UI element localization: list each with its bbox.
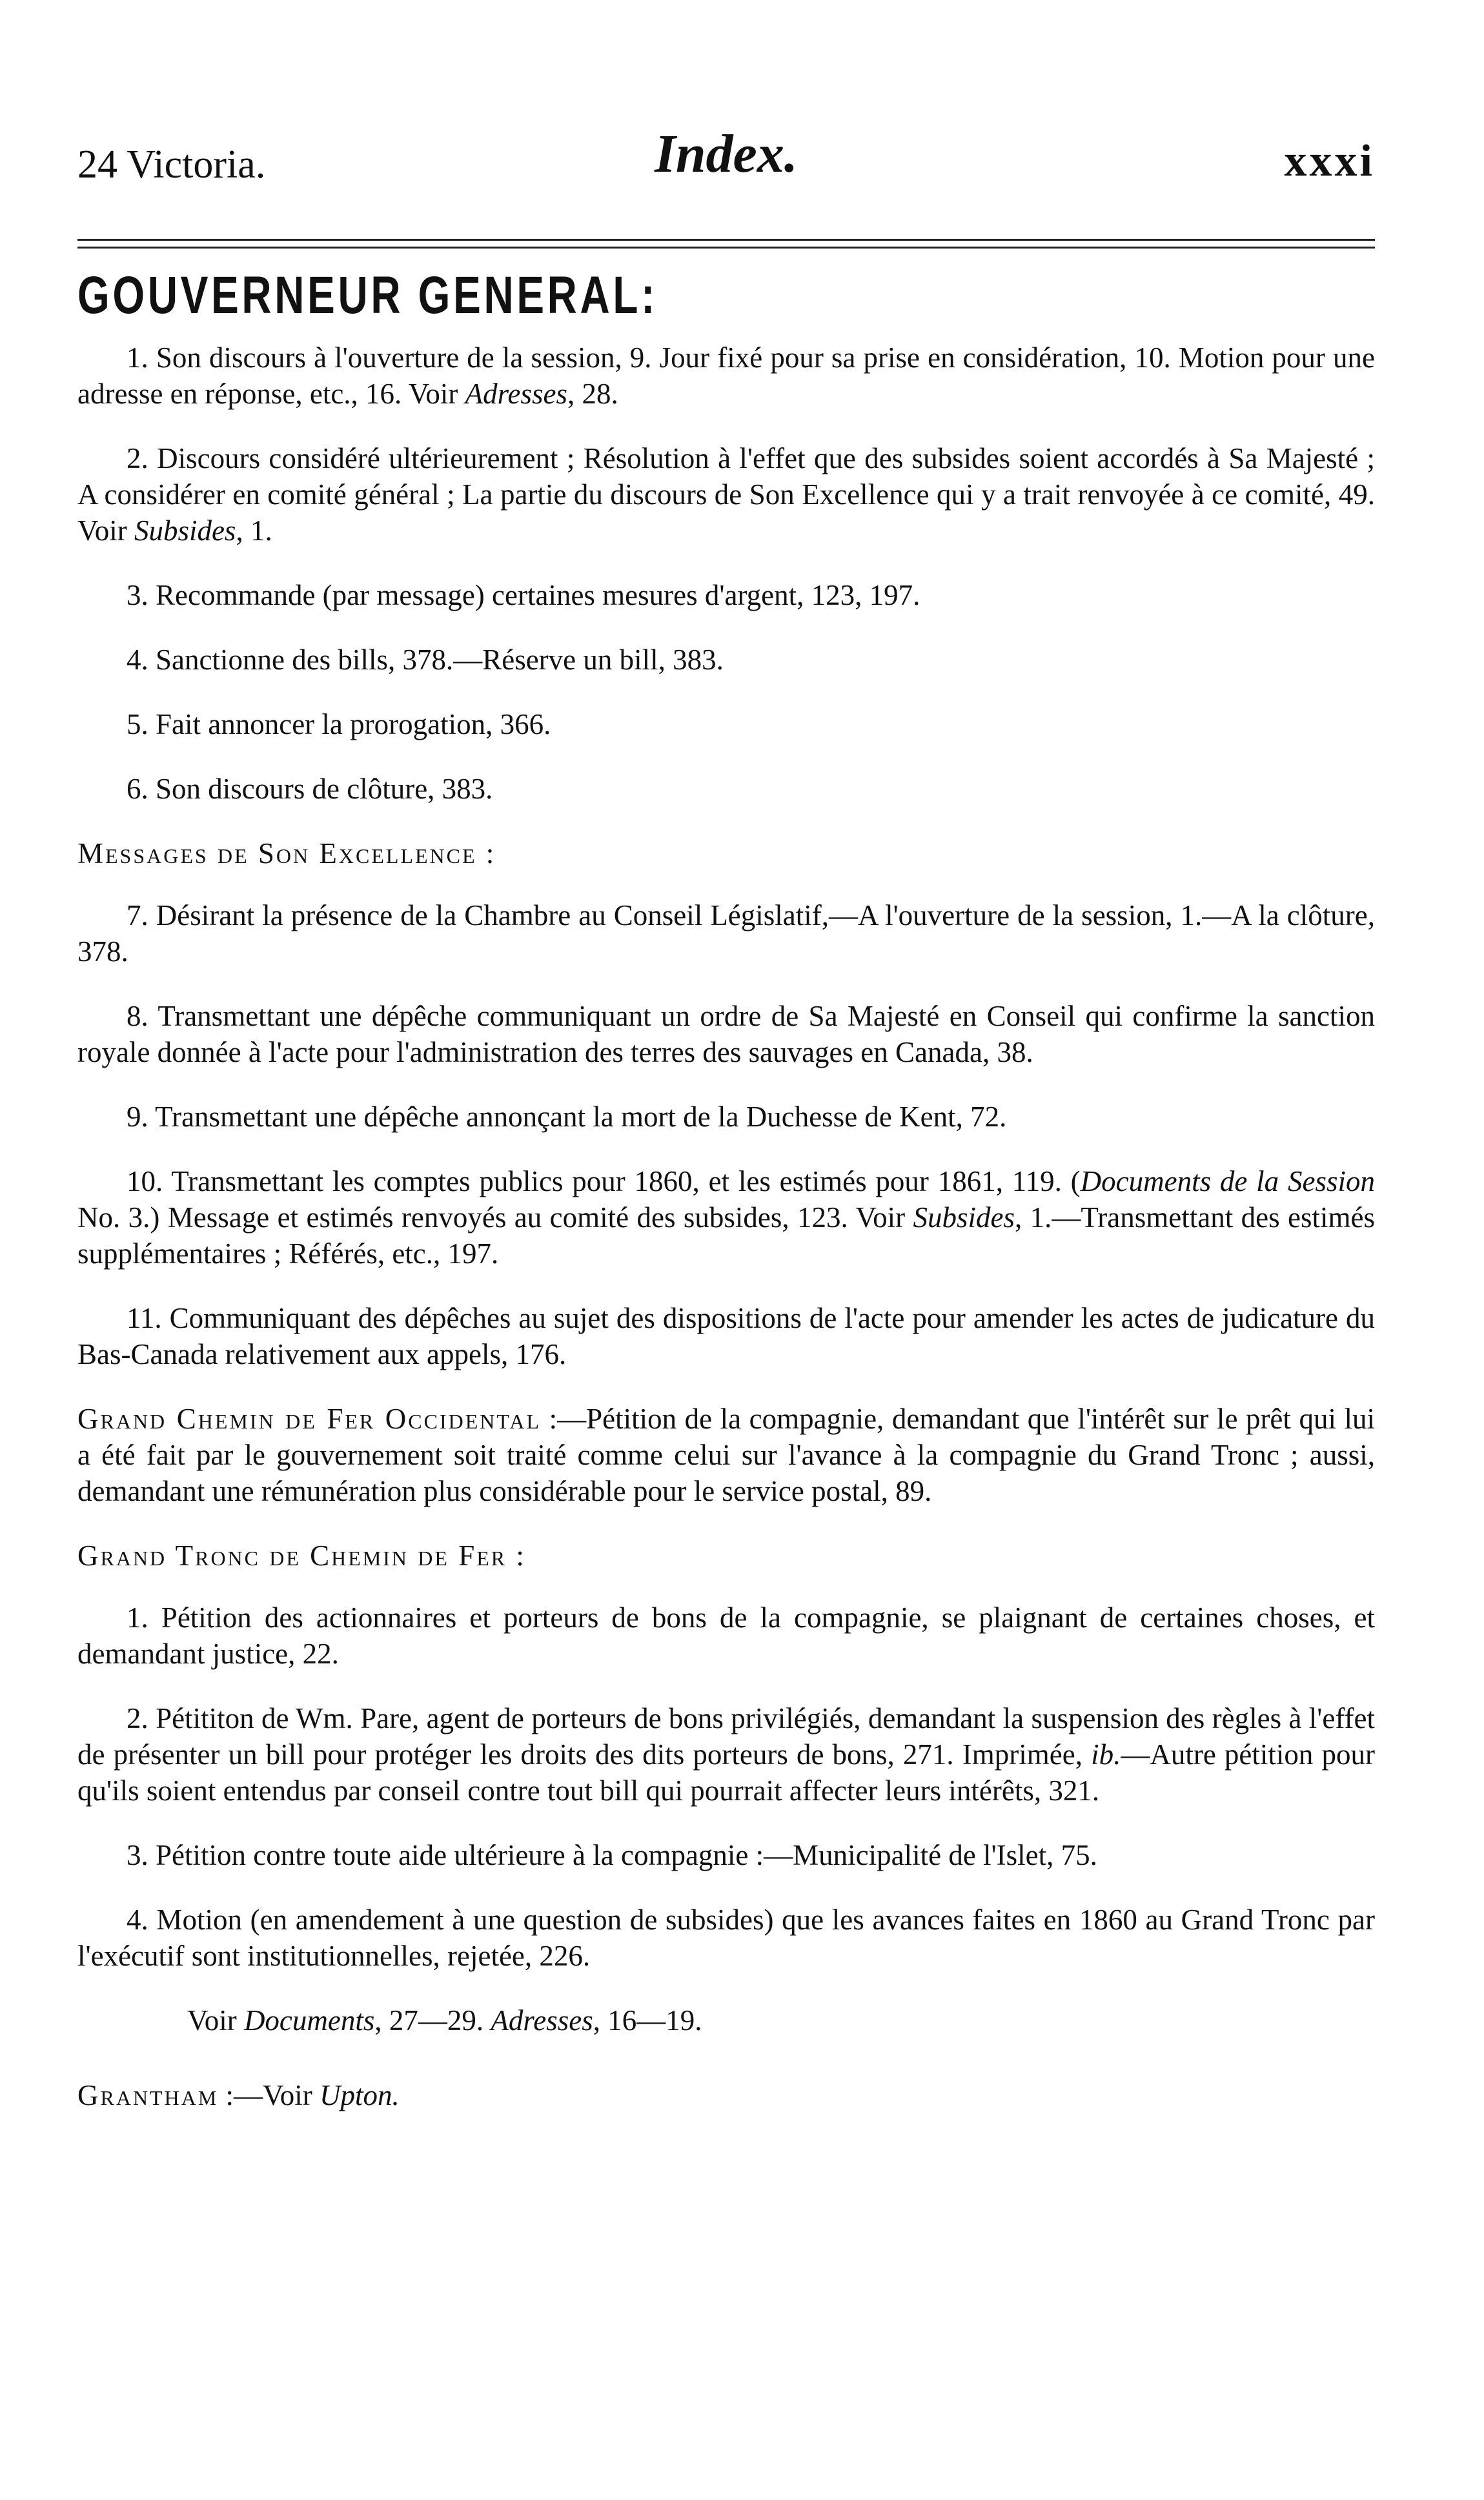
index-entry — [77, 1902, 1375, 1974]
index-entry — [77, 1099, 1375, 1135]
cross-reference: Adresses — [491, 2004, 593, 2037]
entry-number: 2. — [127, 442, 148, 474]
index-entry — [77, 1300, 1375, 1372]
entry-text: Motion (en amendement à une question de subsides) que les avances faites en 1860 au Grand Tronc par l'exécutif sont institutionnelles, rejetée, 226. — [77, 1904, 1375, 1972]
index-page — [77, 0, 1375, 2500]
entry-text: Discours considéré ultérieurement ; Résolution à l'effet que des subsides soient accordés à Sa Majesté ; A considérer en comité général ; La partie du discours de Son Excellence qui y a trait renvoyée à ce comité, 49. Voir — [77, 442, 1375, 547]
page-number: xxxi — [1284, 136, 1375, 186]
cross-reference: Upton. — [319, 2079, 400, 2111]
cross-reference: Subsides — [134, 514, 236, 547]
entry-number: 6. — [127, 773, 148, 805]
index-entry — [77, 1837, 1375, 1873]
section-heading-gouverneur: GOUVERNEUR GENERAL: — [77, 266, 658, 325]
entry-text: Transmettant une dépêche annonçant la mort de la Duchesse de Kent, 72. — [148, 1101, 1007, 1133]
entry-number: 3. — [127, 1839, 148, 1871]
entry-number: 1. — [127, 1601, 148, 1634]
index-entry — [77, 1163, 1375, 1272]
entry-number: 1. — [127, 341, 148, 374]
page-title: Index. — [655, 124, 798, 184]
entry-text: Désirant la présence de la Chambre au Conseil Législatif,—A l'ouverture de la session, 1.—A la clôture, 378. — [77, 899, 1375, 968]
entry-text: :—Pétition de la compagnie, demandant que l'intérêt sur le prêt qui lui a été fait par le gouvernement soit traité comme celui sur l'avance à la compagnie du Grand Tronc ; aussi, demandant une rémunération plus considérable pour le service postal, 89. — [77, 1403, 1375, 1507]
cross-reference: ib. — [1091, 1738, 1121, 1771]
page-header — [77, 123, 1375, 194]
entry-title: Grand Chemin de Fer Occidental — [77, 1403, 542, 1435]
volume-label: 24 Victoria. — [77, 143, 266, 187]
see-also-line — [77, 2002, 1375, 2038]
entry-number: 9. — [127, 1101, 148, 1133]
index-entry — [77, 440, 1375, 549]
entry-text: Son discours de clôture, 383. — [148, 773, 493, 805]
entry-text: Fait annoncer la prorogation, 366. — [148, 708, 551, 740]
index-entry — [77, 577, 1375, 613]
entry-number: 8. — [127, 1000, 148, 1032]
header-rule-bottom — [77, 247, 1375, 249]
entry-text: Sanctionne des bills, 378.—Réserve un bill, 383. — [148, 644, 724, 676]
entry-text: , 27—29. — [374, 2004, 491, 2037]
entry-text: No. 3.) Message et estimés renvoyés au comité des subsides, 123. Voir — [77, 1201, 913, 1234]
entry-text: Pétititon de Wm. Pare, agent de porteurs de bons privilégiés, demandant la suspension des règles à l'effet de présenter un bill pour protéger les droits des dits porteurs de bons, 271. Imprimée, — [77, 1702, 1375, 1771]
entry-number: 4. — [127, 1904, 148, 1936]
entry-text: Transmettant les comptes publics pour 1860, et les estimés pour 1861, 119. ( — [163, 1165, 1081, 1197]
entry-number: 11. — [127, 1302, 162, 1334]
entry-text: , 16—19. — [593, 2004, 702, 2037]
index-entry — [77, 642, 1375, 678]
index-entry — [77, 340, 1375, 412]
entry-text: Communiquant des dépêches au sujet des dispositions de l'acte pour amender les actes de judicature du Bas-Canada relativement aux appels, 176. — [77, 1302, 1375, 1370]
entry-text: —Autre pétition pour qu'ils soient entendus par conseil contre tout bill qui pourrait affecter leurs intérêts, 321. — [77, 1738, 1375, 1807]
cross-reference: Subsides — [913, 1201, 1015, 1234]
entry-number: 2. — [127, 1702, 148, 1734]
entry-text: Voir — [187, 2004, 244, 2037]
index-entry — [77, 998, 1375, 1070]
entry-text: , 1.—Transmettant des estimés supplémentaires ; Référés, etc., 197. — [77, 1201, 1375, 1270]
entry-text: Pétition des actionnaires et porteurs de bons de la compagnie, se plaignant de certaines choses, et demandant justice, 22. — [77, 1601, 1375, 1670]
entry-text: Recommande (par message) certaines mesures d'argent, 123, 197. — [148, 579, 920, 611]
index-entry — [77, 1600, 1375, 1672]
entry-number: 3. — [127, 579, 148, 611]
entry-number: 10. — [127, 1165, 163, 1197]
entry-number: 5. — [127, 708, 148, 740]
entry-text: :—Voir — [218, 2079, 320, 2111]
index-entry — [77, 706, 1375, 742]
index-body — [77, 266, 1375, 2142]
entry-text: Transmettant une dépêche communiquant un ordre de Sa Majesté en Conseil qui confirme la sanction royale donnée à l'acte pour l'administration des terres des sauvages en Canada, 38. — [77, 1000, 1375, 1068]
index-entry — [77, 771, 1375, 807]
index-entry-grand-chemin — [77, 1401, 1375, 1509]
cross-reference: Adresses — [465, 378, 567, 410]
entry-text: Pétition contre toute aide ultérieure à la compagnie :—Municipalité de l'Islet, 75. — [148, 1839, 1097, 1871]
subheading-messages: Messages de Son Excellence : — [77, 837, 496, 869]
subheading-grand-tronc: Grand Tronc de Chemin de Fer : — [77, 1540, 526, 1572]
header-rule-top — [77, 239, 1375, 241]
entry-text: Son discours à l'ouverture de la session, 9. Jour fixé pour sa prise en considération, 10. Motion pour une adresse en réponse, etc., 16. Voir — [77, 341, 1375, 410]
entry-title: Grantham — [77, 2079, 219, 2111]
index-entry — [77, 1700, 1375, 1809]
cross-reference: Documents de la Session — [1080, 1165, 1375, 1197]
entry-number: 4. — [127, 644, 148, 676]
entry-number: 7. — [127, 899, 148, 931]
entry-text: , 28. — [567, 378, 618, 410]
index-entry — [77, 897, 1375, 970]
index-entry-grantham — [77, 2077, 1375, 2113]
entry-text: , 1. — [236, 514, 272, 547]
cross-reference: Documents — [243, 2004, 375, 2037]
